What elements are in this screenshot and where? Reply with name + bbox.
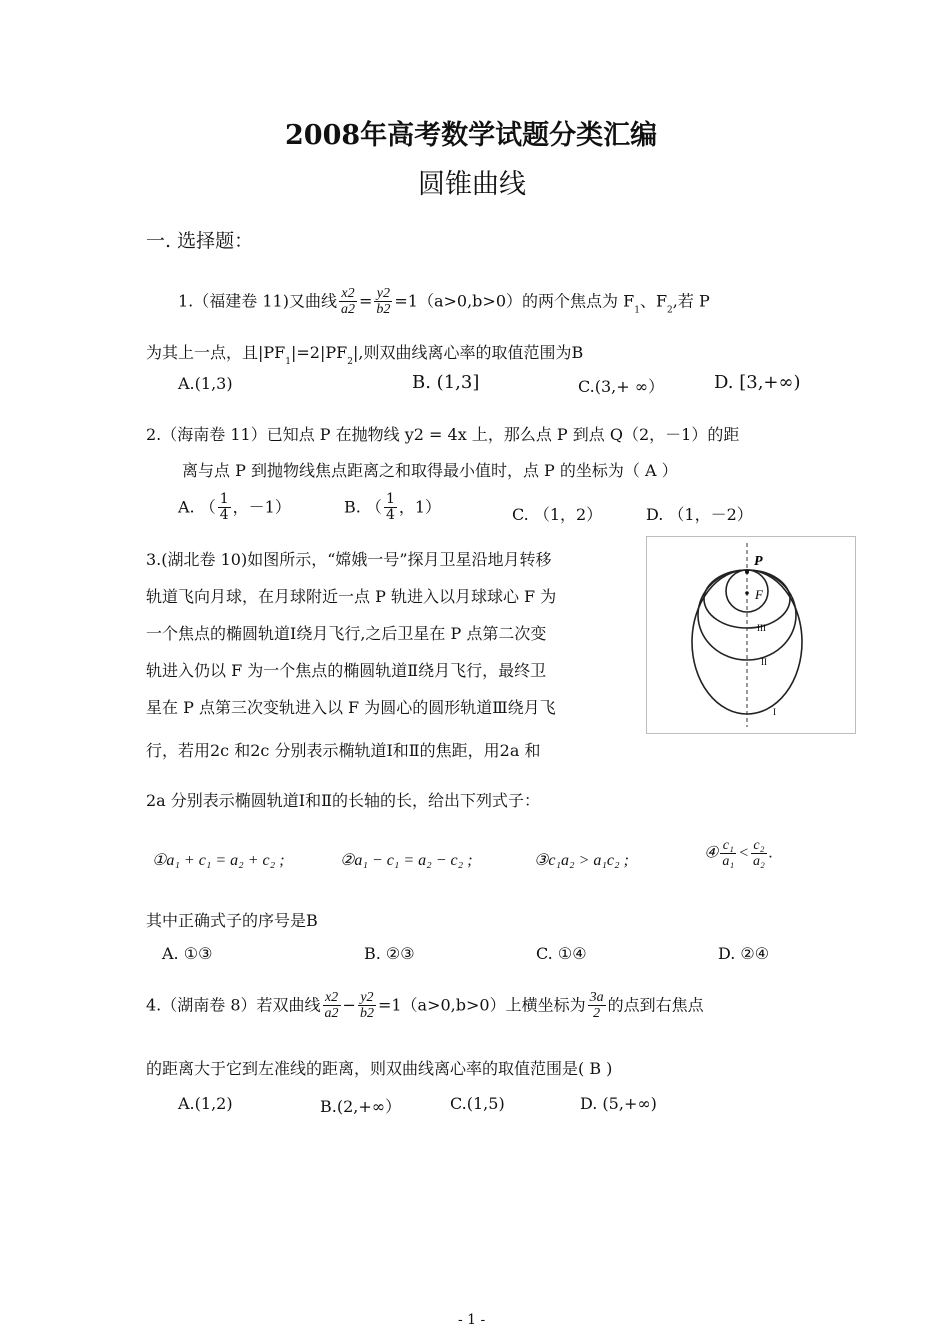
fig-label-p: P [754,554,763,569]
q4-operator: − [342,995,356,1015]
q3-expr4-marker: ④ [704,844,719,862]
q3-expr4-lt: < [738,844,750,862]
q1-option-c: C.(3,+ ∞） [578,377,665,396]
q3-expr4-fraction-1: $\frac{\text{c₁}}{\text{a₁}}$ [722,838,735,870]
q4-fraction-3a: $\frac{3a}{2}$ [589,990,604,1022]
q1-tail: ,若 P [672,291,710,311]
q1-option-b: B. (1,3] [412,372,480,393]
q1-prefix: 1.（福建卷 11)又曲线 [178,291,337,311]
q3-expression-3: ③c₁a₂ > a₁c₂ ; [534,852,629,869]
q1-line2-mid: |=2|PF [291,343,348,362]
question-1-line-2 [146,340,583,367]
q2-option-b [344,492,441,524]
q3-expr4-fraction-2: $\frac{\text{c₂}}{\text{a₂}}$ [753,838,765,870]
q2-opt-b-post: ，1） [398,497,442,517]
q4-option-b: B.(2,+∞） [320,1097,402,1116]
q2-option-a [178,492,291,524]
q3-line-7: 2a 分别表示椭圆轨道Ⅰ和Ⅱ的长轴的长，给出下列式子： [146,791,541,810]
q3-option-b: B. ②③ [364,944,415,963]
q3-expression-4 [704,838,773,870]
q1-line2-sub1: 1 [285,357,291,367]
fig-label-f: F [755,587,763,602]
q1-option-a: A.(1,3) [178,374,233,393]
q3-line-2: 轨道飞向月球，在月球附近一点 P 轨进入以月球球心 F 为 [146,587,557,606]
q3-answer: 其中正确式子的序号是B [146,911,318,930]
q3-line-5: 星在 P 点第三次变轨进入以 F 为圆心的圆形轨道Ⅲ绕月飞 [146,698,556,717]
q1-line2-tail: |,则双曲线离心率的取值范围为B [352,343,584,362]
question-1-line-1 [178,286,710,318]
question-4-line-2: 的距离大于它到左准线的距离，则双曲线离心率的取值范围是( B ) [146,1059,613,1078]
question-2-line-2: 离与点 P 到抛物线焦点距离之和取得最小值时，点 P 的坐标为（ A ） [182,461,678,480]
orbit-diagram-svg [647,537,855,733]
q3-expression-2: ②a₁ − c₁ = a₂ − c₂ ; [340,852,473,869]
q4-tail: 的点到右焦点 [607,995,704,1015]
q2-opt-a-post: ，－1） [232,497,291,517]
q1-f2-sub: 2 [667,305,673,316]
q3-line-6: 行，若用2c 和2c 分别表示椭轨道Ⅰ和Ⅱ的焦距，用2a 和 [146,741,541,760]
q1-after: =1（a>0,b>0）的两个焦点为 F [394,291,635,311]
q4-option-d: D. (5,+∞) [580,1094,657,1113]
q2-opt-b-pre: B. （ [344,497,382,517]
q1-f1-sub: 1 [634,305,640,316]
q2-option-d: D. （1，－2） [646,505,753,524]
q3-option-a: A. ①③ [162,944,213,963]
fig-label-i: I [773,707,776,717]
question-4-line-1 [146,990,704,1022]
q3-option-d: D. ②④ [718,944,770,963]
q3-option-c: C. ①④ [536,944,587,963]
q1-sep: 、F [639,291,668,311]
q2-opt-a-pre: A. （ [178,497,216,517]
q3-expression-1: ①a₁ + c₁ = a₂ + c₂ ; [152,852,285,869]
q3-line-1: 3.(湖北卷 10)如图所示，“嫦娥一号”探月卫星沿地月转移 [146,550,552,569]
q2-opt-a-fraction: $\frac{1}{4}$ [219,491,229,524]
q4-option-c: C.(1,5) [450,1094,505,1113]
q1-fraction-x: $\frac{x2}{a2}$ [340,286,355,318]
orbit-figure [646,536,856,734]
q1-option-d: D. [3,+∞) [714,372,801,393]
q4-option-a: A.(1,2) [178,1094,233,1113]
q4-mid: =1（a>0,b>0）上横坐标为 [377,995,586,1015]
q2-option-c: C. （1，2） [512,505,603,524]
q4-fraction-x: $\frac{x2}{a2}$ [324,990,339,1022]
q2-opt-b-fraction: $\frac{1}{4}$ [385,491,395,524]
q1-operator: = [358,291,373,311]
q1-line2-sub2: 2 [347,357,353,367]
page-number: - 1 - [458,1312,486,1328]
q4-fraction-y: $\frac{y2}{b2}$ [359,990,374,1022]
fig-label-ii: II [761,657,767,667]
fig-label-iii: III [757,623,766,633]
page-title: 2008年高考数学试题分类汇编 [285,120,658,151]
q1-line2-a: 为其上一点，且|PF [146,343,286,362]
q3-line-4: 轨进入仍以 F 为一个焦点的椭圆轨道Ⅱ绕月飞行，最终卫 [146,661,547,680]
q3-expr4-end: . [768,844,773,862]
q4-prefix: 4.（湖南卷 8）若双曲线 [146,995,321,1015]
q3-line-3: 一个焦点的椭圆轨道Ⅰ绕月飞行,之后卫星在 P 点第二次变 [146,624,547,643]
section-heading: 一. 选择题： [146,230,254,252]
page-subtitle: 圆锥曲线 [418,169,526,200]
question-2-line-1: 2.（海南卷 11）已知点 P 在抛物线 y2 = 4x 上，那么点 P 到点 Q（2，－1）的距 [146,425,740,444]
q1-fraction-y: $\frac{y2}{b2}$ [376,286,391,318]
